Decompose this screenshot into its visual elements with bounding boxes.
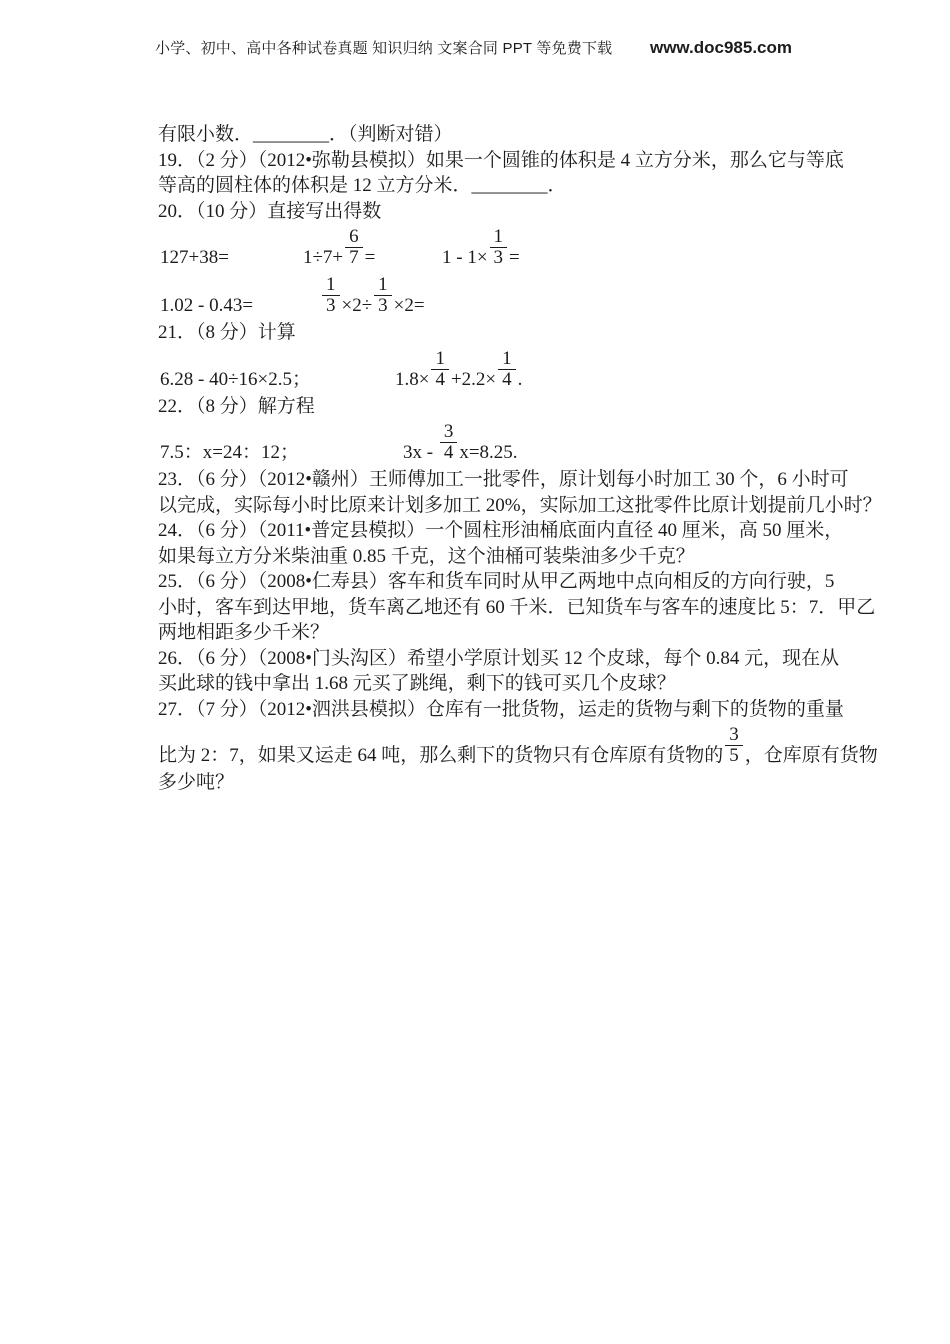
q19-line-2: 等高的圆柱体的体积是 12 立方分米．________． [158,175,567,196]
q27-line-3: 多少吨？ [158,772,235,793]
math-expression [160,295,253,317]
q21-title: 21．（8 分）计算 [158,322,296,343]
expr-text: = [364,247,376,268]
fraction-denominator: 5 [729,745,739,766]
fraction [322,275,340,316]
fraction-denominator: 4 [502,368,512,390]
fraction [490,227,508,268]
expr-text: x=8.25. [459,442,518,463]
math-expression [160,369,311,391]
fraction-denominator: 7 [349,247,359,268]
fraction-numerator: 1 [490,227,508,248]
expr-text: 比为 2：7，如果又运走 64 吨，那么剩下的货物只有仓库原有货物的 [158,745,724,766]
exam-content [158,122,882,796]
expr-text: 1.02 - 0.43= [160,295,254,316]
q22-math-row [158,419,818,467]
fraction [498,349,516,390]
fraction-numerator: 3 [440,422,458,443]
fraction [431,349,449,390]
fraction-denominator: 3 [378,295,388,316]
expr-text: . [517,368,523,390]
expr-text: 1÷7+ [303,247,344,268]
q23-line-1: 23．（6 分）（2012•赣州）王师傅加工一批零件，原计划每小时加工 30 个，6 小时可 [158,469,849,490]
q23-line-2: 以完成，实际每小时比原来计划多加工 20%，实际加工这批零件比原计划提前几小时？ [158,494,882,516]
fraction-numerator: 1 [431,349,449,370]
q24-line-2: 如果每立方分米柴油重 0.85 千克，这个油桶可装柴油多少千克？ [158,545,695,567]
math-expression [403,422,518,464]
math-expression [303,227,375,269]
fraction-numerator: 6 [345,227,363,248]
q19-line-1: 19．（2 分）（2012•弥勒县模拟）如果一个圆锥的体积是 4 立方分米，那么它与等底 [158,149,844,171]
fraction-denominator: 3 [493,247,504,268]
math-expression [395,349,522,391]
expr-text: ×2= [393,295,425,316]
expr-text: 7.5：x=24：12； [160,442,299,463]
math-expression [160,247,229,269]
expr-text: +2.2× [450,368,497,390]
fraction [725,725,743,766]
expr-text: 3x - [403,442,438,463]
math-expression [442,227,520,269]
fraction-denominator: 4 [435,368,445,390]
q25-line-1: 25．（6 分）（2008•仁寿县）客车和货车同时从甲乙两地中点向相反的方向行驶，5 [158,571,835,592]
fraction [440,422,458,463]
q26-line-2: 买此球的钱中拿出 1.68 元买了跳绳，剩下的钱可买几个皮球？ [158,673,676,694]
fraction-numerator: 1 [322,275,340,296]
fraction [374,275,392,316]
q20-math-row-1 [158,224,818,272]
fraction-numerator: 3 [725,725,743,746]
q24-line-1: 24．（6 分）（2011•普定县模拟）一个圆柱形油桶底面内直径 40 厘米，高 50 厘米， [158,520,844,541]
q22-title: 22．（8 分）解方程 [158,395,315,417]
q27-line-1: 27．（7 分）（2012•泗洪县模拟）仓库有一批货物，运走的货物与剩下的货物的重量 [158,698,844,720]
expr-text: ×2÷ [341,295,373,316]
q25-line-3: 两地相距多少千米？ [158,622,330,643]
fraction-numerator: 1 [498,349,516,370]
math-expression [160,442,299,464]
q27-line-2 [158,722,878,770]
expr-text: 127+38= [160,247,229,268]
fraction-denominator: 4 [443,442,454,463]
expr-text: = [509,247,520,268]
math-expression [320,275,425,317]
expr-text: ，仓库原有货物 [744,745,878,766]
fraction-numerator: 1 [374,275,392,296]
page-header [155,37,792,58]
math-expression [158,725,878,767]
header-promo-text: 小学、初中、高中各种试卷真题 知识归纳 文案合同 PPT 等免费下载 [155,40,613,57]
fraction-denominator: 3 [326,295,336,316]
q20-title: 20．（10 分）直接写出得数 [158,200,382,222]
expr-text: 1 - 1× [442,247,488,268]
header-site-url[interactable]: www.doc985.com [649,38,792,57]
q21-math-row [158,346,818,394]
q26-line-1: 26．（6 分）（2008•门头沟区）希望小学原计划买 12 个皮球，每个 0.84 元，现在从 [158,647,840,669]
expr-text: 1.8× [395,368,430,390]
q20-math-row-2 [158,272,818,320]
q18-judgment-line: 有限小数．________．（判断对错） [158,124,453,145]
fraction [345,227,363,268]
q25-line-2: 小时，客车到达甲地，货车离乙地还有 60 千米．已知货车与客车的速度比 5：7．甲乙 [158,596,876,618]
expr-text: 6.28 - 40÷16×2.5； [160,368,311,390]
